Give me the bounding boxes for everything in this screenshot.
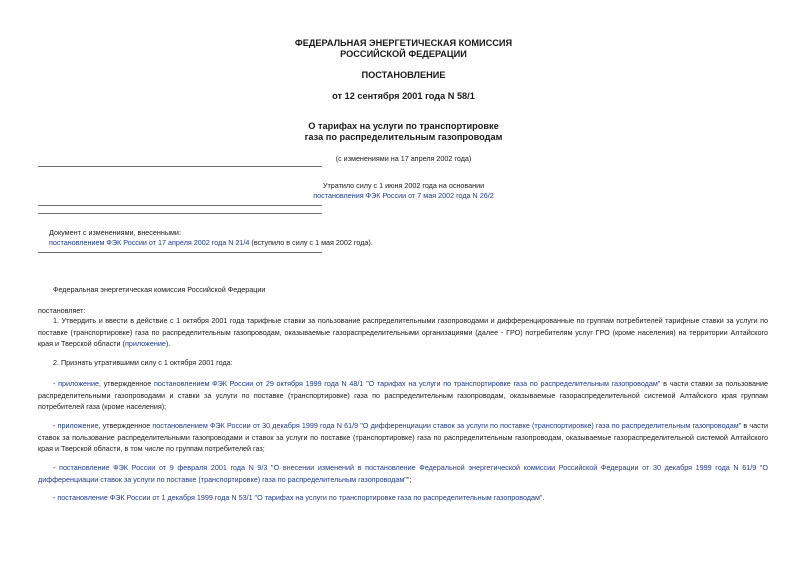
changes-note: (с изменениями на 17 апреля 2002 года) (335, 154, 472, 163)
paragraph-1-text: 1. Утвердить и ввести в действие с 1 октября 2001 года тарифные ставки за пользование распределительными газопроводами и дифференцированные по группам потребителей тарифные ставки за услуги по поставке (транспортировке) газа по распределительным газопроводам, оказываемые газораспределительными организациями (далее - ГРО) потребителям услуг ГРО (кроме населения) на территории Алтайского края и Тверской области ( (38, 316, 768, 349)
changes-doc-suffix: (вступило в силу с 1 мая 2002 года). (249, 238, 373, 247)
list-item-3 (38, 462, 768, 485)
list-item-1-rest: в части ставки за пользование распределительными газопроводами и ставки за услуги по поставке (транспортировке) газа по распределительным газопроводам, оказываемые газораспределительной системой Алтайского края группам потребителей газа (кроме населения); (38, 379, 769, 412)
list-item-3-dash: - (53, 463, 60, 472)
list-item-1 (38, 378, 768, 413)
divider (38, 166, 322, 167)
changes-doc-link[interactable]: постановлением ФЭК России от 17 апреля 2002 года N 21/4 (49, 238, 250, 247)
list-item-1-resolution-link[interactable]: постановлением ФЭК России от 29 октября 1999 года N 48/1 "О тарифах на услуги по транспортировке газа по распределительным газопроводам" (153, 379, 661, 388)
expired-link[interactable]: постановления ФЭК России от 7 мая 2002 года N 26/2 (313, 191, 494, 200)
issuer-heading-line2: РОССИЙСКОЙ ФЕДЕРАЦИИ (340, 49, 467, 59)
issuer-heading-line1: ФЕДЕРАЛЬНАЯ ЭНЕРГЕТИЧЕСКАЯ КОМИССИЯ (294, 38, 513, 48)
list-item-4-dash: - (53, 493, 58, 502)
list-item-3-end: "; (406, 474, 412, 484)
paragraph-1 (38, 315, 768, 350)
document-date-number: от 12 сентября 2001 года N 58/1 (332, 91, 475, 101)
list-item-2-rest: в части ставок за пользование распределительными газопроводами и ставок за услуги по поставке (транспортировке) газа по распределительным газопроводам, оказываемые газораспределительной системой Алтайского края и Тверской области, в том числе по группам потребителей газ; (38, 421, 768, 454)
document-title-line2: газа по распределительным газопроводам (304, 132, 503, 142)
list-item-2 (38, 420, 768, 455)
resolves-label: постановляет: (38, 306, 86, 315)
list-item-4-end: . (542, 493, 545, 502)
list-item-2-resolution-link[interactable]: постановлением ФЭК России от 30 декабря 1999 года N 61/9 "О дифференциации ставок за услуги по поставке (транспортировке) газа по распределительным газопроводам" (152, 421, 742, 430)
document-type: ПОСТАНОВЛЕНИЕ (361, 70, 446, 80)
list-item-1-appendix-link[interactable]: приложение (58, 379, 99, 388)
list-item-2-dash: - (53, 421, 58, 430)
document-title-line1: О тарифах на услуги по транспортировке (308, 121, 499, 131)
list-item-1-dash: - (53, 379, 59, 388)
divider (38, 205, 322, 206)
list-item-4-resolution-link[interactable]: постановление ФЭК России от 1 декабря 1999 года N 53/1 "О тарифах на услуги по транспортировке газа по распределительным газопроводам" (57, 493, 543, 502)
issuer-line: Федеральная энергетическая комиссия Российской Федерации (53, 285, 266, 294)
list-item-2-mid: , утвержденное (98, 421, 153, 430)
paragraph-2: 2. Признать утратившими силу с 1 октября 2001 года: (53, 358, 233, 367)
list-item-3-resolution-link[interactable]: постановление ФЭК России от 9 февраля 2001 года N 9/3 "О внесении изменений в постановление Федеральной энергетической комиссии Российской Федерации от 30 декабря 1999 года N 61/9 "О дифференциации ставок за услуги по поставке (транспортировке) газа по распределительным газопроводам" (38, 463, 769, 484)
changes-doc-line (49, 238, 373, 247)
list-item-4 (38, 492, 768, 504)
list-item-1-mid: , утвержденное (99, 379, 154, 388)
appendix-link[interactable]: приложение (124, 339, 166, 349)
list-item-2-appendix-link[interactable]: приложение (57, 421, 99, 430)
divider (38, 213, 322, 214)
paragraph-1-end: ). (165, 339, 171, 349)
divider (38, 252, 322, 253)
changes-doc-label: Документ с изменениями, внесенными: (49, 228, 181, 237)
expired-note: Утратило силу с 1 июня 2002 года на основании (322, 181, 485, 190)
